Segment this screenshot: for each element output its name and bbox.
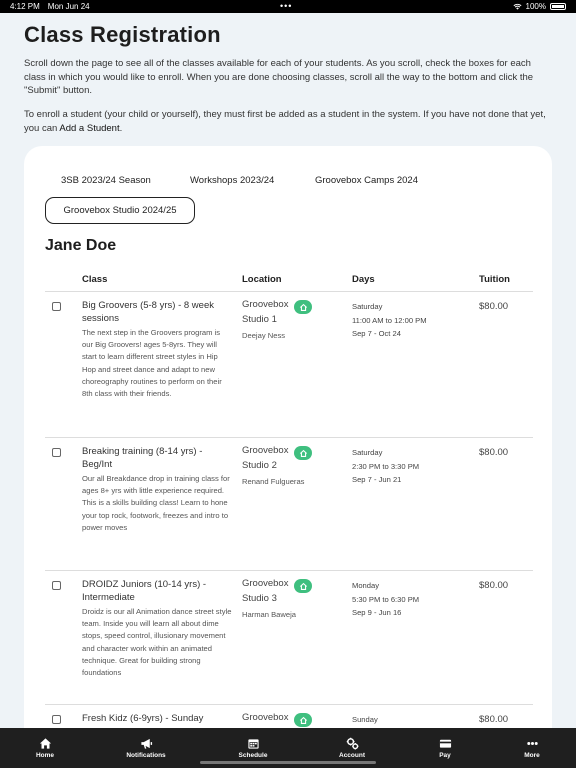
class-schedule [352, 300, 427, 341]
table-row [45, 292, 533, 438]
table-row [45, 438, 533, 571]
class-dates: Sep 7 - Jun 21 [352, 475, 402, 484]
class-dates: Sep 7 - Oct 24 [352, 329, 401, 338]
class-time: 2:30 PM to 3:30 PM [352, 461, 420, 471]
tuition-amount: $80.00 [479, 714, 509, 725]
class-name: Fresh Kidz (6-9yrs) - Sunday [82, 713, 204, 724]
gears-icon [346, 737, 359, 750]
tuition-amount: $80.00 [479, 447, 509, 458]
instructor-name: Harman Baweja [242, 610, 297, 619]
class-schedule [352, 446, 419, 487]
calendar-icon [247, 737, 260, 750]
student-name: Jane Doe [45, 237, 117, 254]
tab-pay-label: Pay [439, 752, 451, 759]
location-name: Groovebox Studio 3 [242, 578, 289, 604]
home-indicator[interactable] [200, 761, 376, 764]
class-time: 11:00 AM to 12:00 PM [352, 315, 427, 325]
class-day: Saturday [352, 448, 383, 457]
credit-card-icon [439, 737, 452, 750]
battery-percent: 100% [525, 2, 546, 11]
tab-schedule-label: Schedule [238, 752, 268, 759]
tab-more[interactable] [497, 728, 567, 768]
instructor-name: Deejay Ness [242, 331, 286, 340]
tuition-amount: $80.00 [479, 301, 509, 312]
column-header-days: Days [352, 274, 375, 285]
enroll-instructions-text: To enroll a student (your child or yourself), they must first be added as a student in the system. If you have not done that yet, you can [24, 109, 546, 134]
tab-notifications-label: Notifications [126, 752, 166, 759]
enroll-instructions [24, 108, 554, 135]
class-name: Breaking training (8-14 yrs) - Beg/Int [82, 446, 203, 470]
tab-camps[interactable]: Groovebox Camps 2024 [315, 175, 418, 186]
enroll-checkbox[interactable] [52, 448, 61, 457]
status-bar [0, 0, 576, 13]
enroll-instructions-end: . [119, 122, 123, 134]
status-time: 4:12 PM [10, 2, 40, 11]
megaphone-icon [140, 737, 153, 750]
location-name: Groovebox Studio 1 [242, 299, 289, 325]
tab-workshops[interactable]: Workshops 2023/24 [190, 175, 275, 186]
location-home-icon[interactable] [294, 300, 312, 314]
class-dates: Sep 9 - Jun 16 [352, 608, 402, 617]
table-row [45, 571, 533, 705]
class-description: The next step in the Groovers program is our Big Groovers! ages 5-8yrs. They will start to learn different street styles in Hip Hop and street dance and adapt to new choreography routines to perform on their 8th class with their friends. [82, 328, 222, 399]
enroll-checkbox[interactable] [52, 302, 61, 311]
class-schedule [352, 579, 419, 620]
registration-card [24, 146, 552, 728]
intro-text: Scroll down the page to see all of the classes available for each of your students. As you scroll, check the boxes for each class in which you would like to enroll. When you are done choosing classes, scroll all the way to the bottom and click the "Submit" button. [24, 58, 534, 96]
class-name: Big Groovers (5-8 yrs) - 8 week sessions [82, 300, 214, 324]
class-description: Our all Breakdance drop in training class for ages 8+ yrs with little experience required. This is a skills building class! Learn to hone your top rock, footwork, freezes and intro to power moves [82, 474, 230, 532]
class-day: Monday [352, 581, 380, 590]
class-name: DROIDZ Juniors (10-14 yrs) - Intermediate [82, 579, 207, 603]
enroll-checkbox[interactable] [52, 581, 61, 590]
tab-more-label: More [524, 752, 540, 759]
tab-home-label: Home [35, 752, 55, 759]
home-icon [39, 737, 52, 750]
location-home-icon[interactable] [294, 446, 312, 460]
battery-icon [550, 3, 566, 10]
more-dots-icon [526, 737, 539, 750]
tab-notifications[interactable] [111, 728, 181, 768]
class-day: Sunday [352, 715, 378, 724]
tab-3sb-season[interactable]: 3SB 2023/24 Season [61, 175, 151, 186]
table-row [45, 705, 533, 728]
class-description: Droidz is our all Animation dance street style team. Inside you will learn all about dime stops, speed control, illusionary movement and character work within an animated technique. Great for building strong foundations [82, 607, 232, 678]
location-home-icon[interactable] [294, 579, 312, 593]
wifi-icon [513, 3, 522, 10]
location-name: Groovebox Studio 2 [242, 445, 289, 471]
class-day: Saturday [352, 302, 383, 311]
status-date: Mon Jun 24 [47, 2, 90, 11]
tab-groovebox-studio[interactable]: Groovebox Studio 2024/25 [45, 197, 195, 224]
column-header-tuition: Tuition [479, 274, 510, 285]
class-schedule [352, 713, 378, 727]
tuition-amount: $80.00 [479, 580, 509, 591]
column-header-location: Location [242, 274, 282, 285]
class-time: 5:30 PM to 6:30 PM [352, 594, 420, 604]
column-header-class: Class [82, 274, 108, 285]
page-title: Class Registration [24, 22, 221, 47]
enroll-checkbox[interactable] [52, 715, 61, 724]
page-content[interactable] [0, 13, 576, 728]
location-home-icon[interactable] [294, 713, 312, 727]
tab-home[interactable] [10, 728, 80, 768]
multitasking-dots-icon[interactable]: ••• [280, 1, 293, 11]
tab-pay[interactable] [410, 728, 480, 768]
instructor-name: Renand Fulgueras [242, 477, 305, 486]
add-student-link[interactable]: Add a Student [59, 122, 120, 134]
location-name: Groovebox [242, 712, 289, 723]
tab-account-label: Account [339, 752, 365, 759]
